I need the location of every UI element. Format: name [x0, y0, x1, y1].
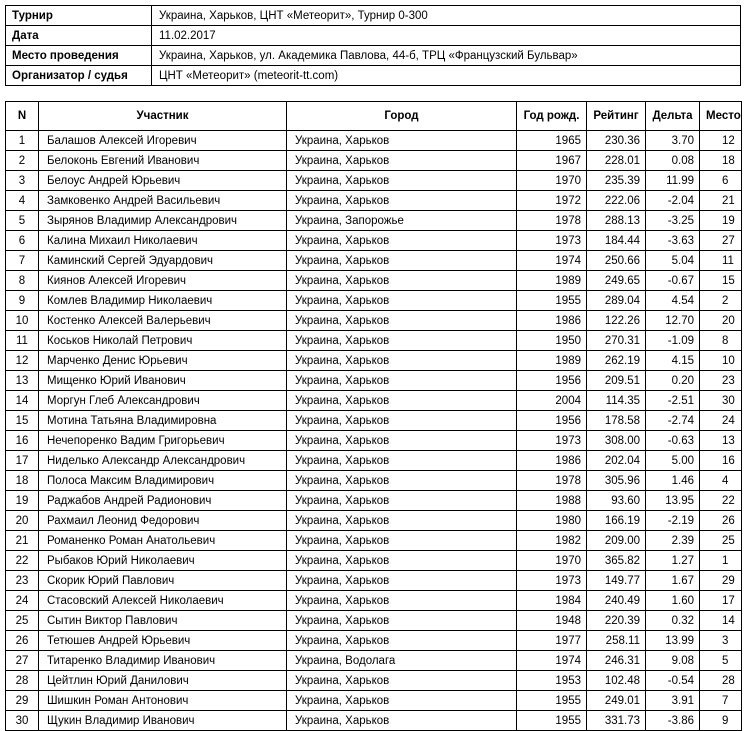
cell-place: 5: [700, 651, 742, 671]
cell-birth-year: 1950: [517, 331, 587, 351]
tournament-info-table: [5, 5, 741, 86]
table-row: [6, 351, 742, 371]
cell-city: Украина, Харьков: [287, 551, 517, 571]
cell-place: 8: [700, 331, 742, 351]
table-row: [6, 511, 742, 531]
cell-city: Украина, Харьков: [287, 471, 517, 491]
cell-rating: 270.31: [587, 331, 646, 351]
cell-number: 18: [6, 471, 39, 491]
cell-participant: Титаренко Владимир Иванович: [39, 651, 287, 671]
cell-rating: 114.35: [587, 391, 646, 411]
table-row: [6, 611, 742, 631]
cell-rating: 240.49: [587, 591, 646, 611]
cell-rating: 102.48: [587, 671, 646, 691]
info-value: ЦНТ «Метеорит» (meteorit-tt.com): [152, 66, 741, 86]
cell-number: 6: [6, 231, 39, 251]
table-row: [6, 671, 742, 691]
cell-number: 8: [6, 271, 39, 291]
cell-city: Украина, Харьков: [287, 291, 517, 311]
cell-place: 27: [700, 231, 742, 251]
cell-birth-year: 1989: [517, 271, 587, 291]
info-label: Место проведения: [6, 46, 152, 66]
cell-city: Украина, Харьков: [287, 431, 517, 451]
header-city: Город: [287, 102, 517, 131]
cell-delta: 11.99: [646, 171, 700, 191]
cell-participant: Мотина Татьяна Владимировна: [39, 411, 287, 431]
cell-city: Украина, Харьков: [287, 591, 517, 611]
cell-participant: Моргун Глеб Александрович: [39, 391, 287, 411]
cell-place: 15: [700, 271, 742, 291]
cell-participant: Рыбаков Юрий Николаевич: [39, 551, 287, 571]
info-value: Украина, Харьков, ЦНТ «Метеорит», Турнир 0-300: [152, 6, 741, 26]
table-row: [6, 131, 742, 151]
cell-rating: 249.01: [587, 691, 646, 711]
cell-participant: Комлев Владимир Николаевич: [39, 291, 287, 311]
cell-birth-year: 1974: [517, 251, 587, 271]
cell-number: 15: [6, 411, 39, 431]
cell-place: 19: [700, 211, 742, 231]
cell-rating: 246.31: [587, 651, 646, 671]
cell-participant: Киянов Алексей Игоревич: [39, 271, 287, 291]
cell-delta: -2.04: [646, 191, 700, 211]
table-row: [6, 231, 742, 251]
cell-city: Украина, Харьков: [287, 251, 517, 271]
table-row: [6, 191, 742, 211]
cell-number: 30: [6, 711, 39, 731]
cell-city: Украина, Харьков: [287, 411, 517, 431]
cell-number: 27: [6, 651, 39, 671]
cell-city: Украина, Харьков: [287, 391, 517, 411]
cell-birth-year: 1956: [517, 371, 587, 391]
cell-city: Украина, Харьков: [287, 711, 517, 731]
cell-city: Украина, Харьков: [287, 571, 517, 591]
cell-birth-year: 1986: [517, 451, 587, 471]
cell-number: 22: [6, 551, 39, 571]
header-delta: Дельта: [646, 102, 700, 131]
cell-place: 12: [700, 131, 742, 151]
cell-rating: 166.19: [587, 511, 646, 531]
cell-place: 23: [700, 371, 742, 391]
header-rating: Рейтинг: [587, 102, 646, 131]
cell-rating: 149.77: [587, 571, 646, 591]
cell-birth-year: 1984: [517, 591, 587, 611]
cell-place: 14: [700, 611, 742, 631]
cell-participant: Нечепоренко Вадим Григорьевич: [39, 431, 287, 451]
cell-birth-year: 1965: [517, 131, 587, 151]
cell-place: 20: [700, 311, 742, 331]
cell-place: 11: [700, 251, 742, 271]
cell-participant: Калина Михаил Николаевич: [39, 231, 287, 251]
cell-participant: Цейтлин Юрий Данилович: [39, 671, 287, 691]
header-participant: Участник: [39, 102, 287, 131]
cell-delta: 1.67: [646, 571, 700, 591]
cell-rating: 202.04: [587, 451, 646, 471]
cell-delta: 5.00: [646, 451, 700, 471]
cell-rating: 222.06: [587, 191, 646, 211]
cell-delta: 1.46: [646, 471, 700, 491]
cell-rating: 93.60: [587, 491, 646, 511]
cell-delta: 0.20: [646, 371, 700, 391]
cell-city: Украина, Харьков: [287, 691, 517, 711]
cell-place: 17: [700, 591, 742, 611]
cell-birth-year: 1955: [517, 291, 587, 311]
cell-place: 28: [700, 671, 742, 691]
cell-delta: -0.67: [646, 271, 700, 291]
cell-city: Украина, Харьков: [287, 151, 517, 171]
cell-city: Украина, Харьков: [287, 531, 517, 551]
cell-delta: 1.60: [646, 591, 700, 611]
cell-delta: -2.19: [646, 511, 700, 531]
cell-rating: 184.44: [587, 231, 646, 251]
cell-delta: -3.25: [646, 211, 700, 231]
info-label: Дата: [6, 26, 152, 46]
cell-number: 9: [6, 291, 39, 311]
cell-birth-year: 1956: [517, 411, 587, 431]
header-place: Место: [700, 102, 742, 131]
cell-delta: -3.63: [646, 231, 700, 251]
results-table: [5, 101, 742, 731]
cell-rating: 209.00: [587, 531, 646, 551]
cell-place: 9: [700, 711, 742, 731]
header-number: N: [6, 102, 39, 131]
cell-place: 24: [700, 411, 742, 431]
table-row: [6, 371, 742, 391]
cell-number: 21: [6, 531, 39, 551]
cell-city: Украина, Харьков: [287, 131, 517, 151]
cell-birth-year: 1955: [517, 711, 587, 731]
cell-rating: 288.13: [587, 211, 646, 231]
cell-delta: 0.32: [646, 611, 700, 631]
table-row: [6, 211, 742, 231]
cell-birth-year: 1974: [517, 651, 587, 671]
cell-delta: -0.63: [646, 431, 700, 451]
cell-place: 22: [700, 491, 742, 511]
cell-city: Украина, Водолага: [287, 651, 517, 671]
info-row: [6, 66, 741, 86]
cell-participant: Скорик Юрий Павлович: [39, 571, 287, 591]
cell-city: Украина, Харьков: [287, 351, 517, 371]
results-body: [6, 131, 742, 731]
cell-rating: 331.73: [587, 711, 646, 731]
cell-delta: 4.54: [646, 291, 700, 311]
cell-number: 12: [6, 351, 39, 371]
cell-number: 23: [6, 571, 39, 591]
cell-number: 11: [6, 331, 39, 351]
cell-participant: Романенко Роман Анатольевич: [39, 531, 287, 551]
table-row: [6, 451, 742, 471]
cell-number: 4: [6, 191, 39, 211]
cell-participant: Раджабов Андрей Радионович: [39, 491, 287, 511]
info-value: Украина, Харьков, ул. Академика Павлова, 44-б, ТРЦ «Французский Бульвар»: [152, 46, 741, 66]
cell-city: Украина, Харьков: [287, 191, 517, 211]
cell-participant: Белоус Андрей Юрьевич: [39, 171, 287, 191]
cell-delta: 4.15: [646, 351, 700, 371]
cell-delta: 3.91: [646, 691, 700, 711]
cell-number: 20: [6, 511, 39, 531]
cell-number: 7: [6, 251, 39, 271]
cell-place: 26: [700, 511, 742, 531]
cell-birth-year: 1989: [517, 351, 587, 371]
cell-birth-year: 1972: [517, 191, 587, 211]
cell-birth-year: 1970: [517, 551, 587, 571]
cell-birth-year: 1978: [517, 471, 587, 491]
cell-birth-year: 1988: [517, 491, 587, 511]
cell-delta: 5.04: [646, 251, 700, 271]
cell-delta: -2.51: [646, 391, 700, 411]
cell-delta: -0.54: [646, 671, 700, 691]
cell-participant: Стасовский Алексей Николаевич: [39, 591, 287, 611]
table-row: [6, 691, 742, 711]
cell-delta: 0.08: [646, 151, 700, 171]
table-row: [6, 431, 742, 451]
cell-rating: 122.26: [587, 311, 646, 331]
cell-participant: Полоса Максим Владимирович: [39, 471, 287, 491]
cell-participant: Балашов Алексей Игоревич: [39, 131, 287, 151]
cell-place: 7: [700, 691, 742, 711]
cell-delta: 13.99: [646, 631, 700, 651]
cell-city: Украина, Харьков: [287, 631, 517, 651]
cell-place: 10: [700, 351, 742, 371]
cell-delta: 12.70: [646, 311, 700, 331]
cell-place: 3: [700, 631, 742, 651]
cell-participant: Мищенко Юрий Иванович: [39, 371, 287, 391]
cell-rating: 235.39: [587, 171, 646, 191]
cell-birth-year: 1948: [517, 611, 587, 631]
cell-place: 13: [700, 431, 742, 451]
cell-number: 29: [6, 691, 39, 711]
cell-participant: Замковенко Андрей Васильевич: [39, 191, 287, 211]
cell-birth-year: 1955: [517, 691, 587, 711]
cell-rating: 365.82: [587, 551, 646, 571]
cell-birth-year: 1978: [517, 211, 587, 231]
table-row: [6, 391, 742, 411]
cell-place: 6: [700, 171, 742, 191]
cell-rating: 178.58: [587, 411, 646, 431]
cell-participant: Ниделько Александр Александрович: [39, 451, 287, 471]
cell-city: Украина, Харьков: [287, 451, 517, 471]
cell-rating: 249.65: [587, 271, 646, 291]
cell-delta: 9.08: [646, 651, 700, 671]
cell-rating: 220.39: [587, 611, 646, 631]
table-row: [6, 571, 742, 591]
cell-city: Украина, Харьков: [287, 171, 517, 191]
cell-participant: Каминский Сергей Эдуардович: [39, 251, 287, 271]
cell-birth-year: 1953: [517, 671, 587, 691]
info-row: [6, 46, 741, 66]
cell-place: 18: [700, 151, 742, 171]
cell-city: Украина, Харьков: [287, 371, 517, 391]
header-birth-year: Год рожд.: [517, 102, 587, 131]
cell-number: 24: [6, 591, 39, 611]
cell-city: Украина, Харьков: [287, 311, 517, 331]
table-row: [6, 491, 742, 511]
cell-birth-year: 1982: [517, 531, 587, 551]
cell-rating: 305.96: [587, 471, 646, 491]
cell-participant: Коськов Николай Петрович: [39, 331, 287, 351]
cell-rating: 262.19: [587, 351, 646, 371]
cell-delta: -3.86: [646, 711, 700, 731]
cell-birth-year: 1977: [517, 631, 587, 651]
cell-city: Украина, Харьков: [287, 271, 517, 291]
cell-number: 19: [6, 491, 39, 511]
table-row: [6, 531, 742, 551]
info-label: Организатор / судья: [6, 66, 152, 86]
table-row: [6, 591, 742, 611]
cell-number: 14: [6, 391, 39, 411]
table-row: [6, 151, 742, 171]
cell-number: 17: [6, 451, 39, 471]
cell-birth-year: 2004: [517, 391, 587, 411]
cell-number: 26: [6, 631, 39, 651]
cell-number: 5: [6, 211, 39, 231]
cell-birth-year: 1973: [517, 431, 587, 451]
table-row: [6, 471, 742, 491]
cell-participant: Белоконь Евгений Иванович: [39, 151, 287, 171]
info-label: Турнир: [6, 6, 152, 26]
cell-rating: 228.01: [587, 151, 646, 171]
cell-place: 25: [700, 531, 742, 551]
cell-number: 10: [6, 311, 39, 331]
info-row: [6, 6, 741, 26]
table-row: [6, 251, 742, 271]
cell-place: 2: [700, 291, 742, 311]
table-row: [6, 171, 742, 191]
table-row: [6, 711, 742, 731]
cell-birth-year: 1970: [517, 171, 587, 191]
table-row: [6, 311, 742, 331]
cell-birth-year: 1973: [517, 571, 587, 591]
cell-birth-year: 1986: [517, 311, 587, 331]
cell-rating: 230.36: [587, 131, 646, 151]
cell-birth-year: 1980: [517, 511, 587, 531]
cell-delta: -1.09: [646, 331, 700, 351]
cell-delta: 3.70: [646, 131, 700, 151]
cell-number: 28: [6, 671, 39, 691]
cell-rating: 250.66: [587, 251, 646, 271]
cell-city: Украина, Харьков: [287, 331, 517, 351]
cell-place: 30: [700, 391, 742, 411]
cell-place: 29: [700, 571, 742, 591]
cell-place: 1: [700, 551, 742, 571]
cell-participant: Костенко Алексей Валерьевич: [39, 311, 287, 331]
table-row: [6, 271, 742, 291]
cell-rating: 209.51: [587, 371, 646, 391]
cell-participant: Щукин Владимир Иванович: [39, 711, 287, 731]
info-row: [6, 26, 741, 46]
cell-birth-year: 1967: [517, 151, 587, 171]
cell-participant: Тетюшев Андрей Юрьевич: [39, 631, 287, 651]
tournament-info-body: [6, 6, 741, 86]
cell-number: 3: [6, 171, 39, 191]
cell-place: 21: [700, 191, 742, 211]
cell-rating: 289.04: [587, 291, 646, 311]
table-row: [6, 291, 742, 311]
cell-city: Украина, Харьков: [287, 671, 517, 691]
info-value: 11.02.2017: [152, 26, 741, 46]
results-header-row: [6, 102, 742, 131]
table-row: [6, 331, 742, 351]
table-row: [6, 631, 742, 651]
cell-number: 2: [6, 151, 39, 171]
cell-participant: Сытин Виктор Павлович: [39, 611, 287, 631]
cell-delta: -2.74: [646, 411, 700, 431]
table-row: [6, 411, 742, 431]
table-row: [6, 651, 742, 671]
cell-city: Украина, Харьков: [287, 511, 517, 531]
cell-number: 16: [6, 431, 39, 451]
cell-participant: Зырянов Владимир Александрович: [39, 211, 287, 231]
cell-place: 16: [700, 451, 742, 471]
cell-number: 13: [6, 371, 39, 391]
cell-city: Украина, Запорожье: [287, 211, 517, 231]
cell-participant: Рахмаил Леонид Федорович: [39, 511, 287, 531]
cell-birth-year: 1973: [517, 231, 587, 251]
cell-rating: 258.11: [587, 631, 646, 651]
cell-number: 1: [6, 131, 39, 151]
table-row: [6, 551, 742, 571]
cell-number: 25: [6, 611, 39, 631]
cell-place: 4: [700, 471, 742, 491]
cell-participant: Шишкин Роман Антонович: [39, 691, 287, 711]
cell-city: Украина, Харьков: [287, 611, 517, 631]
cell-delta: 1.27: [646, 551, 700, 571]
cell-delta: 13.95: [646, 491, 700, 511]
cell-participant: Марченко Денис Юрьевич: [39, 351, 287, 371]
cell-delta: 2.39: [646, 531, 700, 551]
cell-city: Украина, Харьков: [287, 231, 517, 251]
cell-rating: 308.00: [587, 431, 646, 451]
cell-city: Украина, Харьков: [287, 491, 517, 511]
